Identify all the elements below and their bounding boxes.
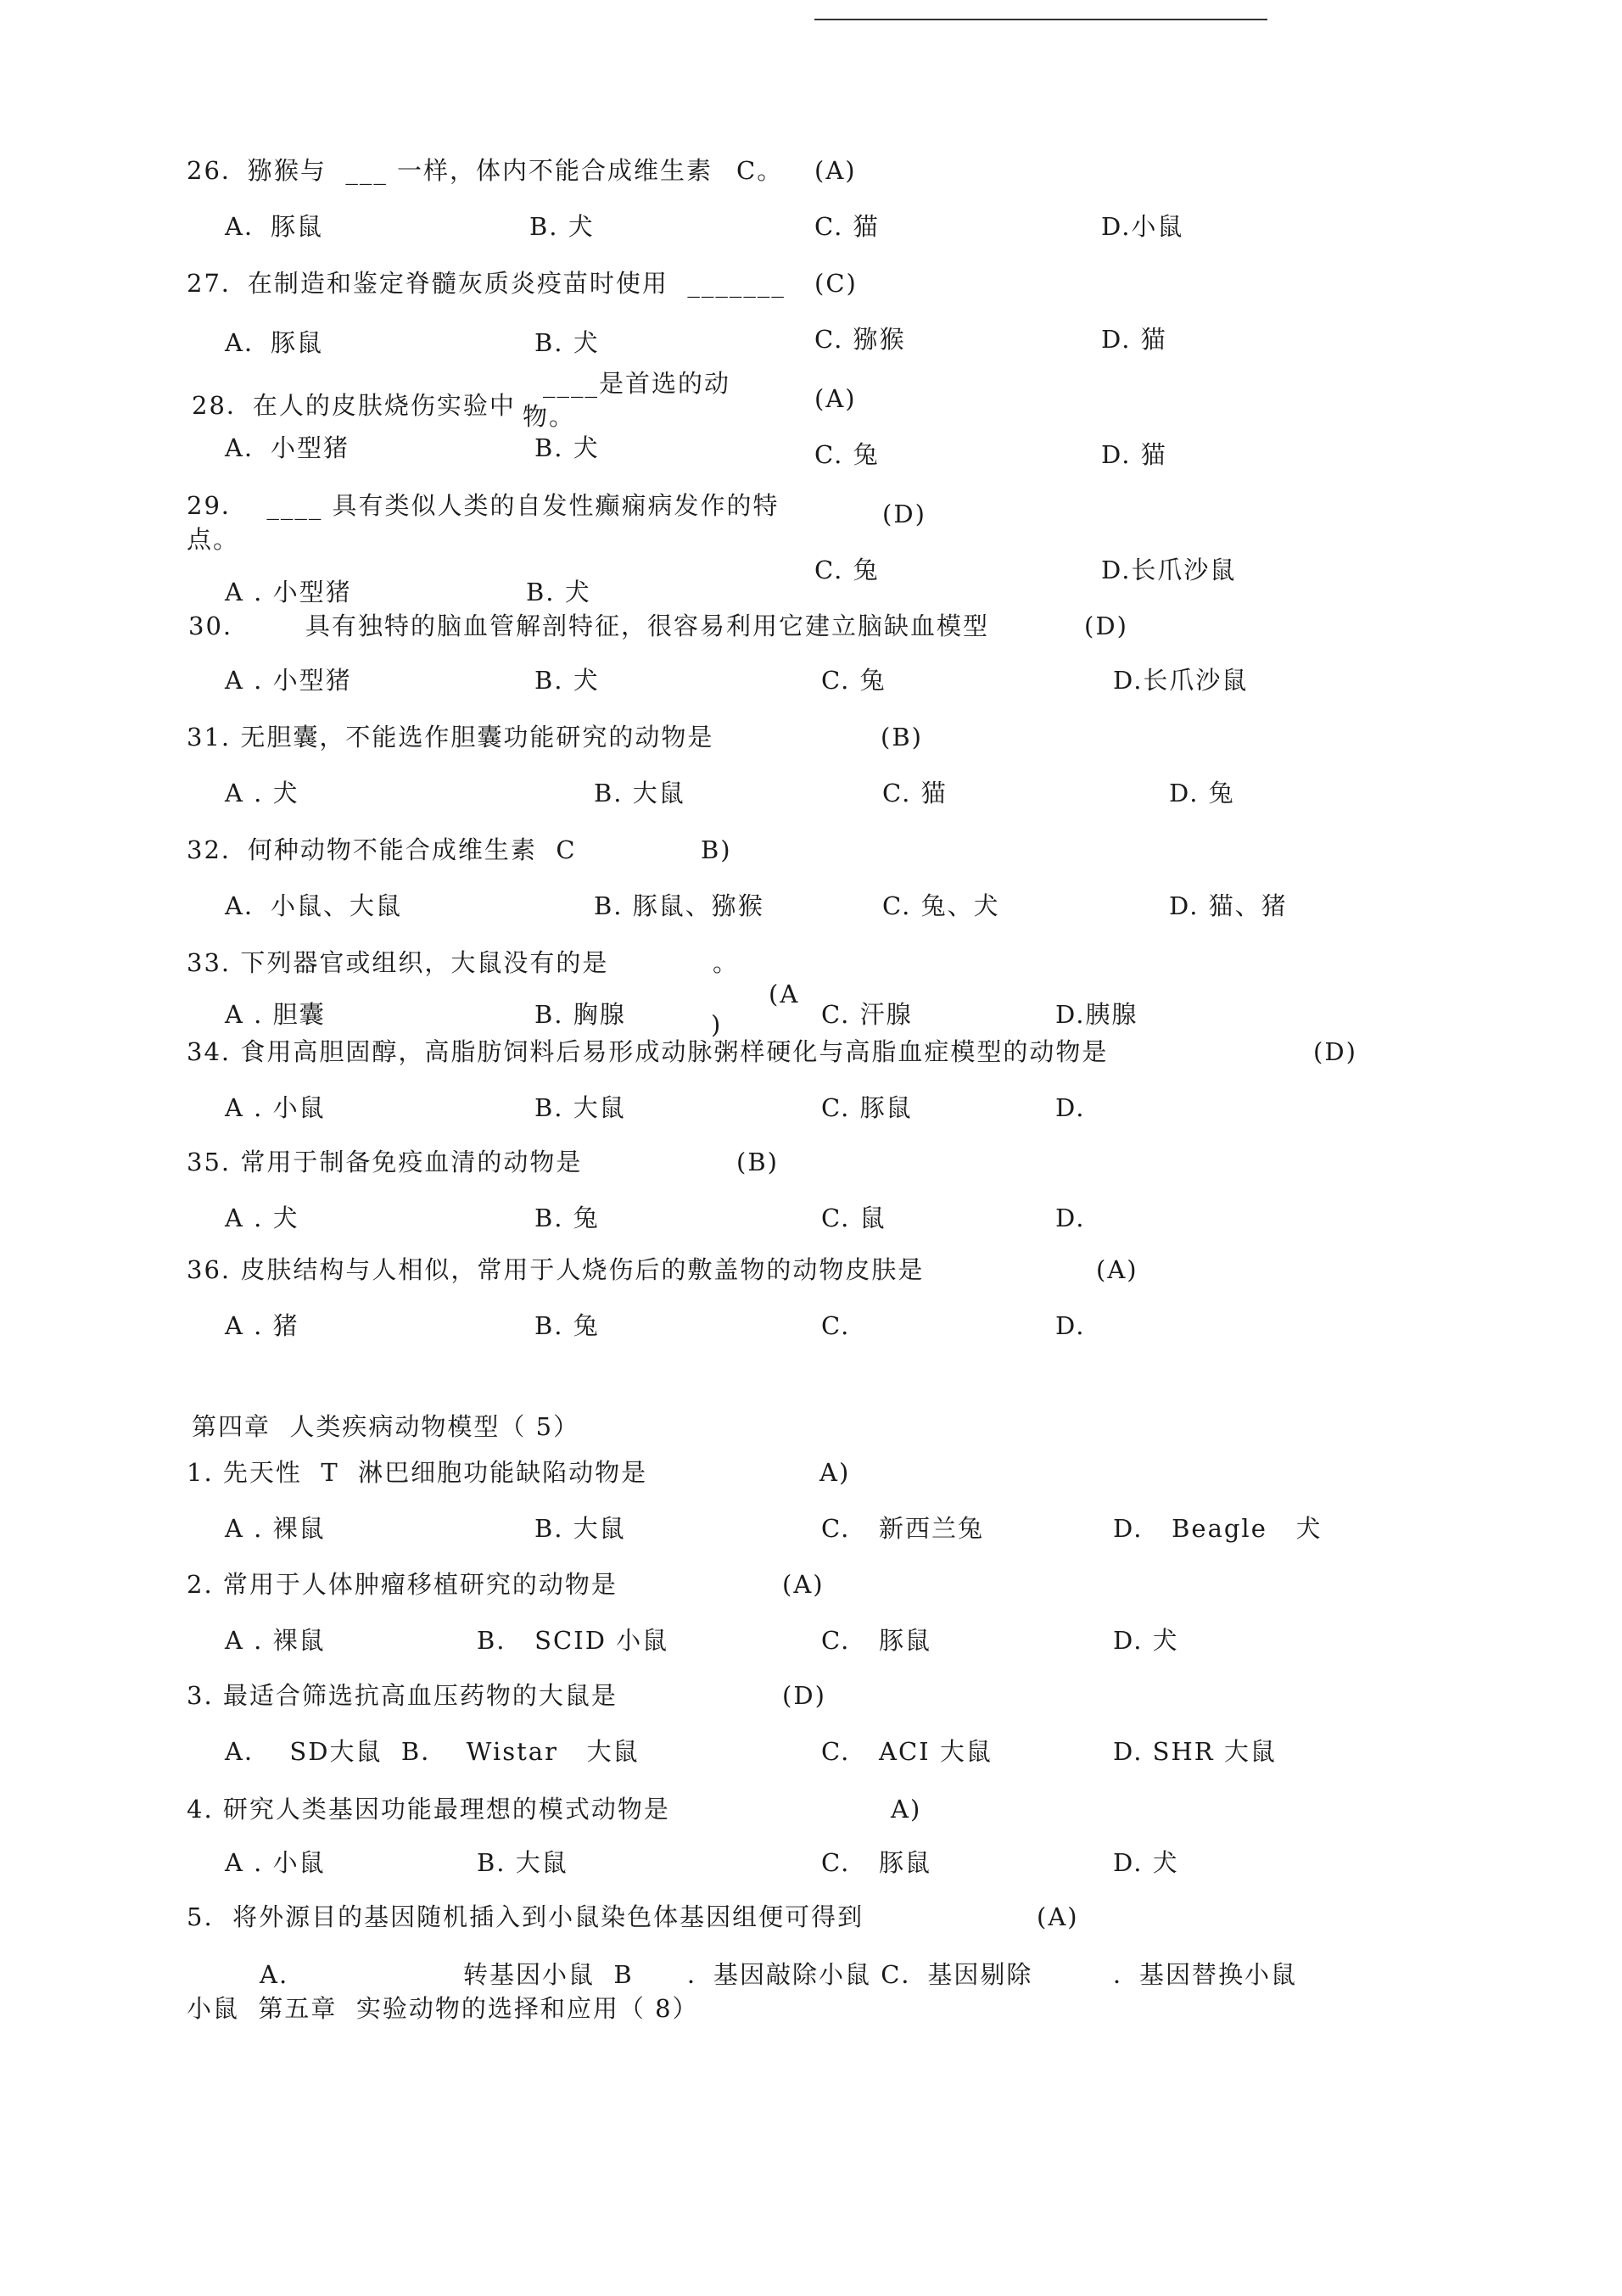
q26-option-d: D.小鼠 bbox=[1101, 212, 1184, 241]
question-26-text: 26．猕猴与 ___ 一样，体内不能合成维生素 bbox=[187, 156, 713, 185]
question-28-text-end: 物。 bbox=[523, 402, 576, 431]
q36-option-c: C. bbox=[821, 1311, 851, 1340]
q35-option-a: A . 犬 bbox=[225, 1204, 299, 1232]
q30-option-d: D.长爪沙鼠 bbox=[1113, 666, 1249, 695]
question-31-text: 31. 无胆囊，不能选作胆囊功能研究的动物是 bbox=[187, 723, 714, 751]
ch4-q1-option-a: A . 裸鼠 bbox=[225, 1514, 326, 1543]
ch4-q5-option-d: ．基因替换小鼠 bbox=[1113, 1960, 1298, 1989]
question-35-text: 35. 常用于制备免疫血清的动物是 bbox=[187, 1148, 583, 1176]
question-26-answer: (A) bbox=[814, 156, 857, 185]
question-33-text-end: 。 bbox=[713, 948, 740, 977]
q33-option-c: C. 汗腺 bbox=[821, 1000, 913, 1029]
q31-option-a: A . 犬 bbox=[225, 779, 299, 807]
ch4-question-4-answer: A) bbox=[891, 1795, 922, 1824]
ch4-q2-option-c: C. 豚鼠 bbox=[821, 1626, 932, 1655]
question-33-answer-end: ) bbox=[711, 1010, 723, 1039]
ch4-q1-option-b: B. 大鼠 bbox=[534, 1514, 626, 1543]
q31-option-d: D. 兔 bbox=[1169, 779, 1235, 807]
q35-option-c: C. 鼠 bbox=[821, 1204, 887, 1232]
question-28-text-cont: ____是首选的动 bbox=[543, 369, 731, 398]
q33-option-b: B. 胸腺 bbox=[534, 1000, 626, 1029]
q36-option-a: A . 猪 bbox=[225, 1311, 299, 1340]
ch4-question-5-answer: (A) bbox=[1037, 1902, 1079, 1931]
q32-option-b: B. 豚鼠、猕猴 bbox=[594, 891, 764, 920]
question-36-answer: (A) bbox=[1096, 1255, 1138, 1284]
q28-option-b: B. 犬 bbox=[534, 433, 600, 462]
ch4-question-1-answer: A) bbox=[819, 1458, 851, 1487]
ch4-q3-option-d: D. SHR 大鼠 bbox=[1113, 1737, 1277, 1766]
question-34-text: 34. 食用高胆固醇，高脂肪饲料后易形成动脉粥样硬化与高脂血症模型的动物是 bbox=[187, 1037, 1109, 1066]
ch4-question-2-answer: (A) bbox=[782, 1570, 825, 1599]
q30-option-a: A . 小型猪 bbox=[225, 666, 352, 695]
q28-option-c: C. 兔 bbox=[814, 440, 880, 469]
ch4-q4-option-a: A . 小鼠 bbox=[225, 1848, 326, 1877]
q35-option-d: D. bbox=[1055, 1204, 1086, 1232]
question-31-answer: (B) bbox=[881, 723, 923, 751]
q29-option-d: D.长爪沙鼠 bbox=[1101, 556, 1237, 584]
q35-option-b: B. 兔 bbox=[534, 1204, 600, 1232]
q34-option-a: A . 小鼠 bbox=[225, 1093, 326, 1122]
ch4-q2-option-d: D. 犬 bbox=[1113, 1626, 1179, 1655]
question-27-answer: (C) bbox=[814, 269, 858, 298]
chapter-4-title: 第四章 人类疾病动物模型（ 5） bbox=[192, 1412, 580, 1441]
q34-option-c: C. 豚鼠 bbox=[821, 1093, 913, 1122]
question-28-answer: (A) bbox=[814, 384, 857, 413]
q26-option-c: C. 猫 bbox=[814, 212, 880, 241]
question-30-answer: (D) bbox=[1084, 612, 1128, 640]
question-33-text: 33. 下列器官或组织，大鼠没有的是 bbox=[187, 948, 609, 977]
question-35-answer: (B) bbox=[736, 1148, 779, 1176]
q33-option-d: D.胰腺 bbox=[1055, 1000, 1138, 1029]
question-36-text: 36. 皮肤结构与人相似，常用于人烧伤后的敷盖物的动物皮肤是 bbox=[187, 1255, 925, 1284]
question-26-suffix: C。 bbox=[736, 156, 784, 185]
q32-option-a: A．小鼠、大鼠 bbox=[225, 891, 402, 920]
q27-option-b: B. 犬 bbox=[534, 328, 600, 357]
question-28-text: 28．在人的皮肤烧伤实验中 bbox=[192, 391, 516, 420]
ch4-q2-option-b: B. SCID 小鼠 bbox=[477, 1626, 669, 1655]
ch4-q3-options-ab: A． SD大鼠 B． Wistar 大鼠 bbox=[225, 1737, 640, 1766]
q32-option-d: D. 猫、猪 bbox=[1169, 891, 1288, 920]
q31-option-c: C. 猫 bbox=[882, 779, 948, 807]
question-29-answer: (D) bbox=[882, 500, 926, 528]
question-29-text-end: 点。 bbox=[187, 525, 240, 554]
q29-option-a: A . 小型猪 bbox=[225, 578, 352, 606]
chapter-5-title-line: 小鼠 第五章 实验动物的选择和应用（ 8） bbox=[187, 1994, 699, 2023]
q28-option-d: D. 猫 bbox=[1101, 440, 1167, 469]
question-34-answer: (D) bbox=[1313, 1037, 1357, 1066]
q28-option-a: A．小型猪 bbox=[225, 433, 350, 462]
ch4-q4-option-b: B. 大鼠 bbox=[477, 1848, 568, 1877]
ch4-q4-option-d: D. 犬 bbox=[1113, 1848, 1179, 1877]
question-30-text: 具有独特的脑血管解剖特征，很容易利用它建立脑缺血模型 bbox=[305, 612, 990, 640]
q36-option-b: B. 兔 bbox=[534, 1311, 600, 1340]
q26-option-a: A．豚鼠 bbox=[225, 212, 323, 241]
ch4-question-1-text: 1. 先天性 T 淋巴细胞功能缺陷动物是 bbox=[187, 1458, 648, 1487]
ch4-q5-option-a-label: A. bbox=[260, 1960, 289, 1989]
question-27-text: 27．在制造和鉴定脊髓灰质炎疫苗时使用 _______ bbox=[187, 269, 786, 298]
q26-option-b: B. 犬 bbox=[529, 212, 595, 241]
q36-option-d: D. bbox=[1055, 1311, 1086, 1340]
ch4-q5-options-bc: ．基因敲除小鼠 C．基因剔除 bbox=[687, 1960, 1033, 1989]
ch4-question-5-text: 5. 将外源目的基因随机插入到小鼠染色体基因组便可得到 bbox=[187, 1902, 864, 1931]
ch4-question-3-answer: (D) bbox=[782, 1681, 826, 1710]
q27-option-c: C. 猕猴 bbox=[814, 325, 906, 354]
ch4-q3-option-c: C. ACI 大鼠 bbox=[821, 1737, 993, 1766]
q27-option-d: D. 猫 bbox=[1101, 325, 1167, 354]
question-29-text: 29． ____ 具有类似人类的自发性癫痫病发作的特 bbox=[187, 491, 780, 520]
ch4-q1-option-d: D. Beagle 犬 bbox=[1113, 1514, 1323, 1543]
q34-option-d: D. bbox=[1055, 1093, 1086, 1122]
ch4-q2-option-a: A . 裸鼠 bbox=[225, 1626, 326, 1655]
q30-option-c: C. 兔 bbox=[821, 666, 887, 695]
q31-option-b: B. 大鼠 bbox=[594, 779, 685, 807]
question-30-number: 30. bbox=[188, 612, 233, 640]
ch4-question-3-text: 3. 最适合筛选抗高血压药物的大鼠是 bbox=[187, 1681, 618, 1710]
q27-option-a: A．豚鼠 bbox=[225, 328, 323, 357]
ch4-question-2-text: 2. 常用于人体肿瘤移植研究的动物是 bbox=[187, 1570, 618, 1599]
ch4-question-4-text: 4. 研究人类基因功能最理想的模式动物是 bbox=[187, 1795, 670, 1824]
question-33-answer: (A bbox=[769, 980, 800, 1008]
ch4-q4-option-c: C. 豚鼠 bbox=[821, 1848, 932, 1877]
q32-option-c: C. 兔、犬 bbox=[882, 891, 1000, 920]
ch4-q5-option-a: 转基因小鼠 B bbox=[463, 1960, 634, 1989]
q29-option-b: B. 犬 bbox=[526, 578, 591, 606]
q29-option-c: C. 兔 bbox=[814, 556, 880, 584]
q33-option-a: A . 胆囊 bbox=[225, 1000, 326, 1029]
q30-option-b: B. 犬 bbox=[534, 666, 600, 695]
question-32-text: 32．何种动物不能合成维生素 C bbox=[187, 835, 577, 864]
question-32-answer: B) bbox=[701, 835, 732, 864]
q34-option-b: B. 大鼠 bbox=[534, 1093, 626, 1122]
ch4-q1-option-c: C. 新西兰兔 bbox=[821, 1514, 985, 1543]
header-rule bbox=[814, 19, 1267, 20]
